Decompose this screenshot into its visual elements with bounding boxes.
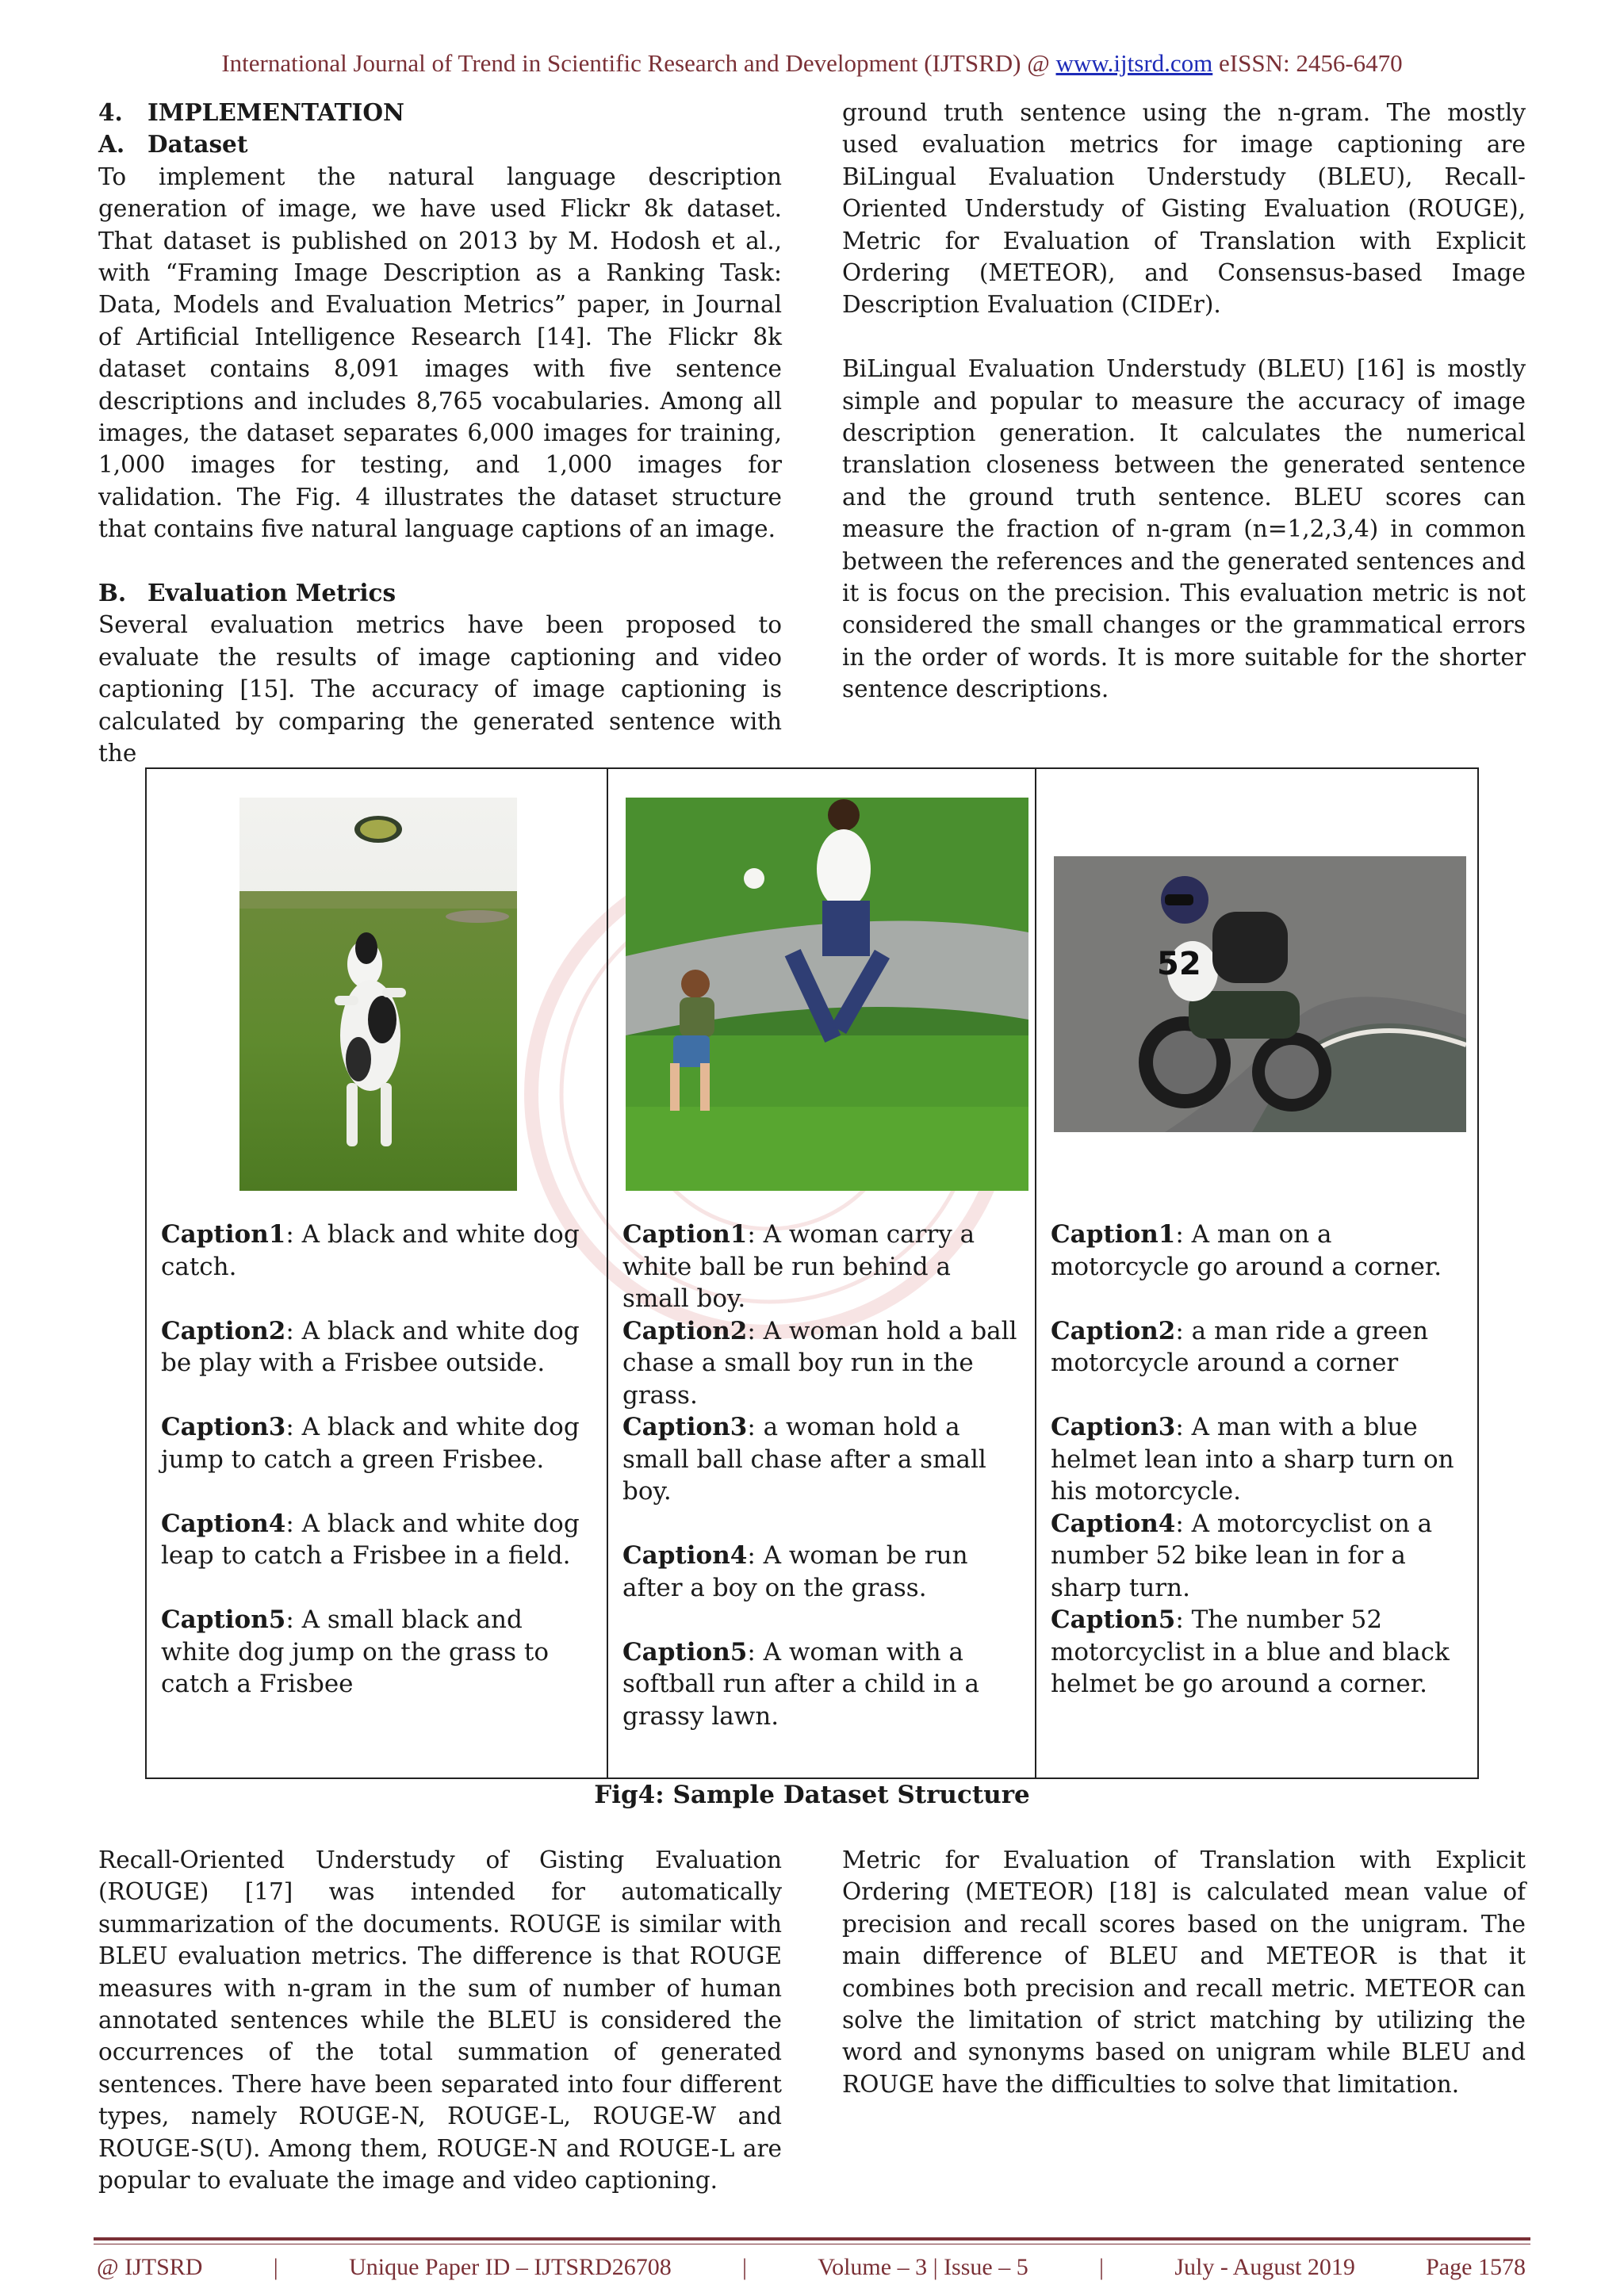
footer-copyright: @ IJTSRD — [97, 2254, 203, 2280]
left-column-lower — [98, 1844, 782, 2196]
figure-table — [145, 767, 1479, 1779]
footer-volume: Volume – 3 | Issue – 5 — [818, 2254, 1028, 2280]
rouge-paragraph: Recall-Oriented Understudy of Gisting Evaluation (ROUGE) [17] was intended for automatically summarization of the documents. ROUGE is similar with BLEU evaluation metrics. The difference is that ROUGE measures with n-gram in the sum of number of human annotated sentences while the BLEU is considered the occurrences of the total summation of generated sentences. There have been separated into four different types, namely ROUGE-N, ROUGE-L, ROUGE-W and ROUGE-S(U). Among them, ROUGE-N and ROUGE-L are popular to evaluate the image and video captioning. — [98, 1846, 782, 2195]
figure-column-2 — [607, 769, 1035, 1777]
footer-rule — [94, 2237, 1530, 2241]
left-column-upper — [98, 97, 782, 770]
footer-paper-id: Unique Paper ID – IJTSRD26708 — [349, 2254, 672, 2280]
subsection-number: B. — [98, 579, 127, 607]
page-footer — [97, 2254, 1526, 2281]
metrics-paragraph-part1: Several evaluation metrics have been proposed to evaluate the results of image captioning and video captioning [15]. The accuracy of image captioning is calculated by comparing the generated sentence with the — [98, 611, 782, 767]
footer-separator: | — [1099, 2254, 1105, 2280]
caption-item: Caption1: A black and white dog catch. — [161, 1220, 580, 1281]
captions-list — [622, 1219, 1024, 1732]
caption-item: Caption4: A black and white dog leap to catch a Frisbee in a field. — [161, 1509, 580, 1570]
caption-item: Caption1: A woman carry a white ball be run behind a small boy. — [622, 1220, 975, 1313]
section-title: IMPLEMENTATION — [147, 98, 404, 126]
caption-item: Caption5: The number 52 motorcyclist in a blue and black helmet be go around a corner. — [1051, 1605, 1450, 1698]
running-header — [0, 49, 1624, 78]
caption-item: Caption4: A woman be run after a boy on the grass. — [622, 1541, 968, 1602]
caption-item: Caption3: a woman hold a small ball chase after a small boy. — [622, 1413, 986, 1506]
right-column-upper — [842, 97, 1526, 706]
right-column-lower — [842, 1844, 1526, 2100]
caption-item: Caption3: A black and white dog jump to catch a green Frisbee. — [161, 1413, 580, 1474]
caption-item: Caption5: A small black and white dog jump on the grass to catch a Frisbee — [161, 1605, 549, 1698]
section-number: 4. — [98, 98, 123, 126]
figure-caption: Fig4: Sample Dataset Structure — [594, 1781, 1030, 1809]
subsection-heading-dataset — [98, 128, 782, 160]
metrics-paragraph-part2: ground truth sentence using the n-gram. The mostly used evaluation metrics for image captioning are BiLingual Evaluation Understudy (BLEU), Recall-Oriented Understudy of Gisting Evaluation (ROUGE), Metric for Evaluation of Translation with Explicit Ordering (METEOR), and Consensus-based Image Description Evaluation (CIDEr). — [842, 99, 1526, 319]
caption-item: Caption3: A man with a blue helmet lean into a sharp turn on his motorcycle. — [1051, 1413, 1454, 1506]
section-heading — [98, 97, 782, 128]
subsection-heading-metrics — [98, 577, 782, 609]
caption-item: Caption2: a man ride a green motorcycle around a corner — [1051, 1316, 1429, 1377]
motorcycle-corner-photo — [1054, 856, 1466, 1132]
meteor-paragraph: Metric for Evaluation of Translation with Explicit Ordering (METEOR) [18] is calculated mean value of precision and recall scores based on the unigram. The main difference of BLEU and METEOR is that it combines both precision and recall metric. METEOR can solve the limitation of strict matching by utilizing the word and synonyms based on unigram while BLEU and ROUGE have the difficulties to solve that limitation. — [842, 1846, 1526, 2098]
footer-separator: | — [273, 2254, 278, 2280]
captions-list — [161, 1219, 596, 1701]
journal-website-link[interactable]: www.ijtsrd.com — [1055, 49, 1213, 77]
footer-date: July - August 2019 — [1174, 2254, 1355, 2280]
journal-name: International Journal of Trend in Scientific Research and Development (IJTSRD) @ — [221, 49, 1056, 77]
dataset-paragraph: To implement the natural language description generation of image, we have used Flickr 8k dataset. That dataset is published on 2013 by M. Hodosh et al., with “Framing Image Description as a Ranking Task: Data, Models and Evaluation Metrics” paper, in Journal of Artificial Intelligence Research [14]. The Flickr 8k dataset contains 8,091 images with five sentence descriptions and includes 8,765 vocabularies. Among all images, the dataset separates 6,000 images for training, 1,000 images for testing, and 1,000 images for validation. The Fig. 4 illustrates the dataset structure that contains five natural language captions of an image. — [98, 163, 782, 543]
caption-item: Caption1: A man on a motorcycle go around a corner. — [1051, 1220, 1442, 1281]
caption-item: Caption2: A black and white dog be play with a Frisbee outside. — [161, 1316, 580, 1377]
subsection-number: A. — [98, 130, 125, 159]
woman-boy-ball-photo — [626, 798, 1028, 1191]
subsection-title: Dataset — [147, 130, 248, 159]
caption-item: Caption5: A woman with a softball run after a child in a grassy lawn. — [622, 1637, 979, 1731]
issn: eISSN: 2456-6470 — [1212, 49, 1403, 77]
figure-column-3 — [1035, 769, 1479, 1777]
subsection-title: Evaluation Metrics — [147, 579, 396, 607]
bleu-paragraph: BiLingual Evaluation Understudy (BLEU) [16] is mostly simple and popular to measure the accuracy of image description generation. It calculates the numerical translation closeness between the generated sentence and the ground truth sentence. BLEU scores can measure the fraction of n-gram (n=1,2,3,4) in common between the references and the generated sentences and it is focus on the precision. This evaluation metric is not considered the small changes or the grammatical errors in the order of words. It is more suitable for the shorter sentence descriptions. — [842, 355, 1526, 703]
race-number-plate: 52 — [1157, 946, 1201, 982]
caption-item: Caption4: A motorcyclist on a number 52 bike lean in for a sharp turn. — [1051, 1509, 1433, 1602]
footer-separator: | — [741, 2254, 747, 2280]
captions-list — [1051, 1219, 1468, 1701]
dog-frisbee-photo — [239, 798, 517, 1191]
figure-column-1 — [147, 769, 607, 1777]
caption-item: Caption2: A woman hold a ball chase a small boy run in the grass. — [622, 1316, 1017, 1410]
footer-page: Page 1578 — [1426, 2254, 1526, 2280]
